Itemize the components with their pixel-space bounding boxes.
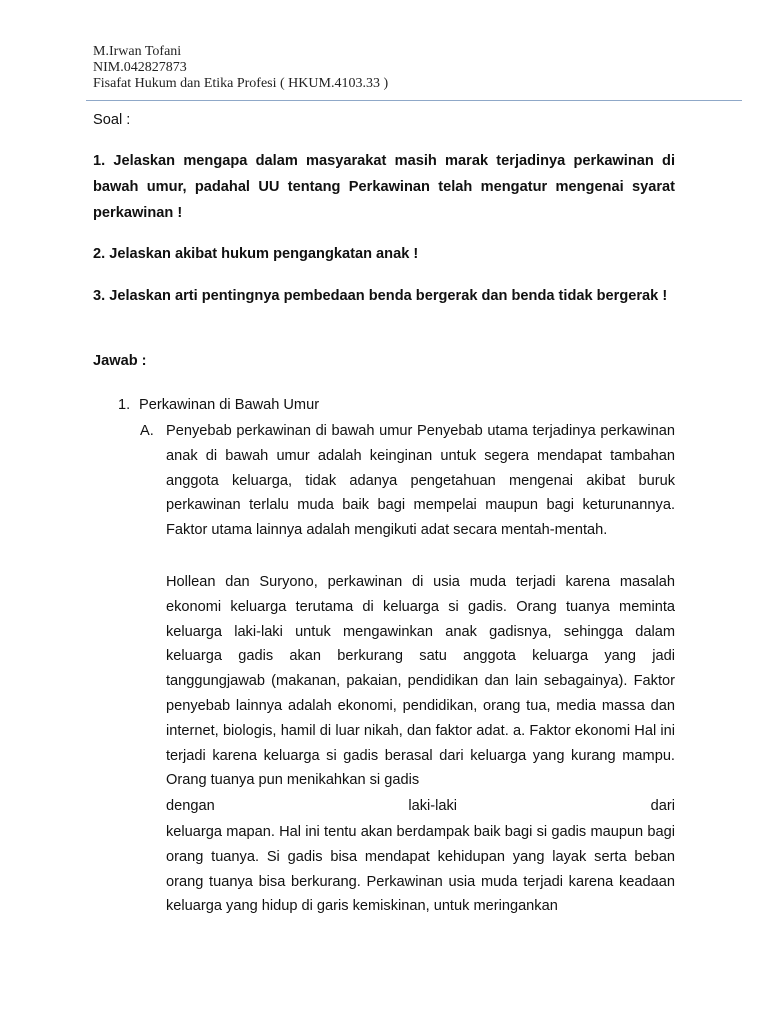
- answer-paragraph-2-line: dengan laki-laki dari: [166, 798, 675, 814]
- answer-paragraph-1: Penyebab perkawinan di bawah umur Penyebab utama terjadinya perkawinan anak di bawah umur adalah keinginan untuk segera mendapat tambahan anggota keluarga, tidak adanya pengetahuan mengenai akibat buruk perkawinan terlalu muda baik bagi mempelai maupun bagi keturunannya. Faktor utama lainnya adalah mengikuti adat secara mentah-mentah.: [166, 423, 675, 539]
- jawab-label: Jawab :: [93, 353, 147, 369]
- author-name: M.Irwan Tofani: [93, 44, 182, 59]
- question-1: 1. Jelaskan mengapa dalam masyarakat masih marak terjadinya perkawinan di bawah umur, padahal UU tentang Perkawinan telah mengatur mengenai syarat perkawinan !: [93, 153, 675, 221]
- answer-1-heading: [118, 394, 319, 416]
- question-2: 2. Jelaskan akibat hukum pengangkatan anak !: [93, 246, 419, 262]
- answer-1-number: 1.: [118, 397, 131, 413]
- answer-paragraph-3: keluarga mapan. Hal ini tentu akan berdampak baik bagi si gadis maupun bagi orang tuanya. Si gadis bisa mendapat kehidupan yang layak serta beban orang tuanya bisa berkurang. Perkawinan usia muda terjadi karena keadaan keluarga yang hidup di garis kemiskinan, untuk meringankan: [166, 824, 675, 915]
- soal-label: Soal :: [93, 112, 131, 128]
- student-id: NIM.042827873: [93, 60, 187, 75]
- sub-item-letter: A.: [140, 423, 154, 439]
- answer-paragraph-2: Hollean dan Suryono, perkawinan di usia muda terjadi karena masalah ekonomi keluarga terutama di keluarga si gadis. Orang tuanya meminta keluarga laki-laki untuk mengawinkan anak gadisnya, sehingga dalam keluarga gadis akan berkurang satu anggota keluarga yang jadi tanggungjawab (makanan, pakaian, pendidikan dan lain sebagainya). Faktor penyebab lainnya adalah ekonomi, pendidikan, orang tua, media massa dan internet, biologis, hamil di luar nikah, dan faktor adat. a. Faktor ekonomi Hal ini terjadi karena keluarga si gadis berasal dari keluarga yang kurang mampu. Orang tuanya pun menikahkan si gadis: [166, 574, 675, 789]
- course-title: Fisafat Hukum dan Etika Profesi ( HKUM.4103.33 ): [93, 76, 389, 91]
- question-3: 3. Jelaskan arti pentingnya pembedaan benda bergerak dan benda tidak bergerak !: [93, 288, 668, 304]
- document-header: [93, 44, 388, 92]
- answer-1-title: Perkawinan di Bawah Umur: [139, 397, 320, 413]
- header-divider: [86, 100, 742, 101]
